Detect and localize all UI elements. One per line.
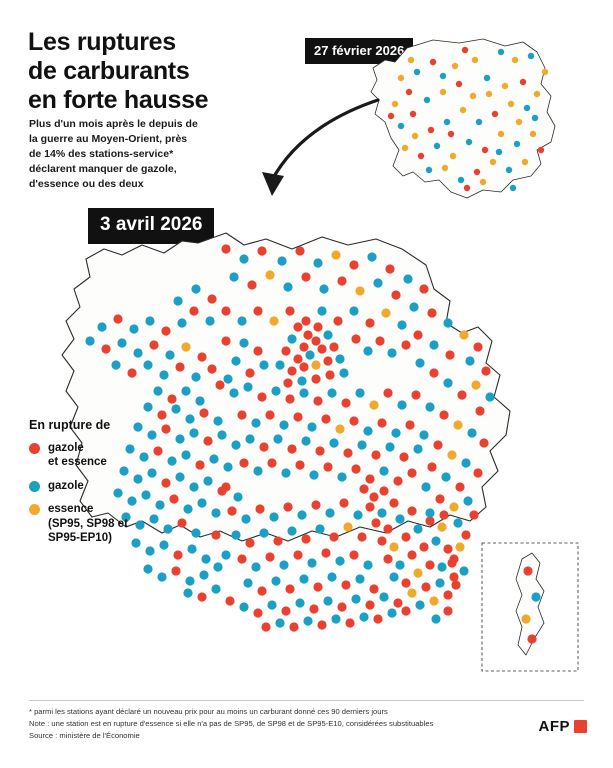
date-badge-main: 3 avril 2026 <box>88 208 214 244</box>
legend-item-gazole <box>29 479 189 493</box>
legend-label-gazole: gazole <box>48 479 84 492</box>
date-badge-inset: 27 février 2026 <box>305 38 413 64</box>
afp-logo <box>539 718 588 735</box>
page-title: Les ruptures de carburants en forte hausse <box>28 28 209 114</box>
legend-item-gazole-et-essence <box>29 441 189 470</box>
inset-map <box>355 30 585 220</box>
legend-dot-orange <box>29 504 40 515</box>
legend-label-essence: essence (SP95, SP98 et SP95-EP10) <box>48 503 128 544</box>
arrow-icon <box>228 92 388 217</box>
legend-item-essence <box>29 502 189 545</box>
footnotes <box>29 706 499 741</box>
footnote-line-2: Note : une station est en rupture d'essence si elle n'a pas de SP95, de SP98 et de SP95-E10, considérées substituables <box>29 718 434 728</box>
legend-dot-blue <box>29 481 40 492</box>
footnote-line-1: * parmi les stations ayant déclaré un nouveau prix pour au moins un carburant donné ces 90 derniers jours <box>29 707 388 716</box>
standfirst-text: Plus d'un mois après le depuis de la guerre au Moyen-Orient, près de 14% des stations-service* déclarent manquer de gazole, d'essence ou des deux <box>29 118 198 190</box>
legend-label-gazole-et-essence: gazole et essence <box>48 442 107 469</box>
legend-dot-red <box>29 443 40 454</box>
afp-mark-icon <box>574 720 587 733</box>
legend-title: En rupture de <box>29 418 111 432</box>
footnote-line-3: Source : ministère de l'Économie <box>29 730 140 740</box>
footer-divider <box>29 700 584 701</box>
legend <box>29 418 189 554</box>
afp-label: AFP <box>538 718 570 735</box>
